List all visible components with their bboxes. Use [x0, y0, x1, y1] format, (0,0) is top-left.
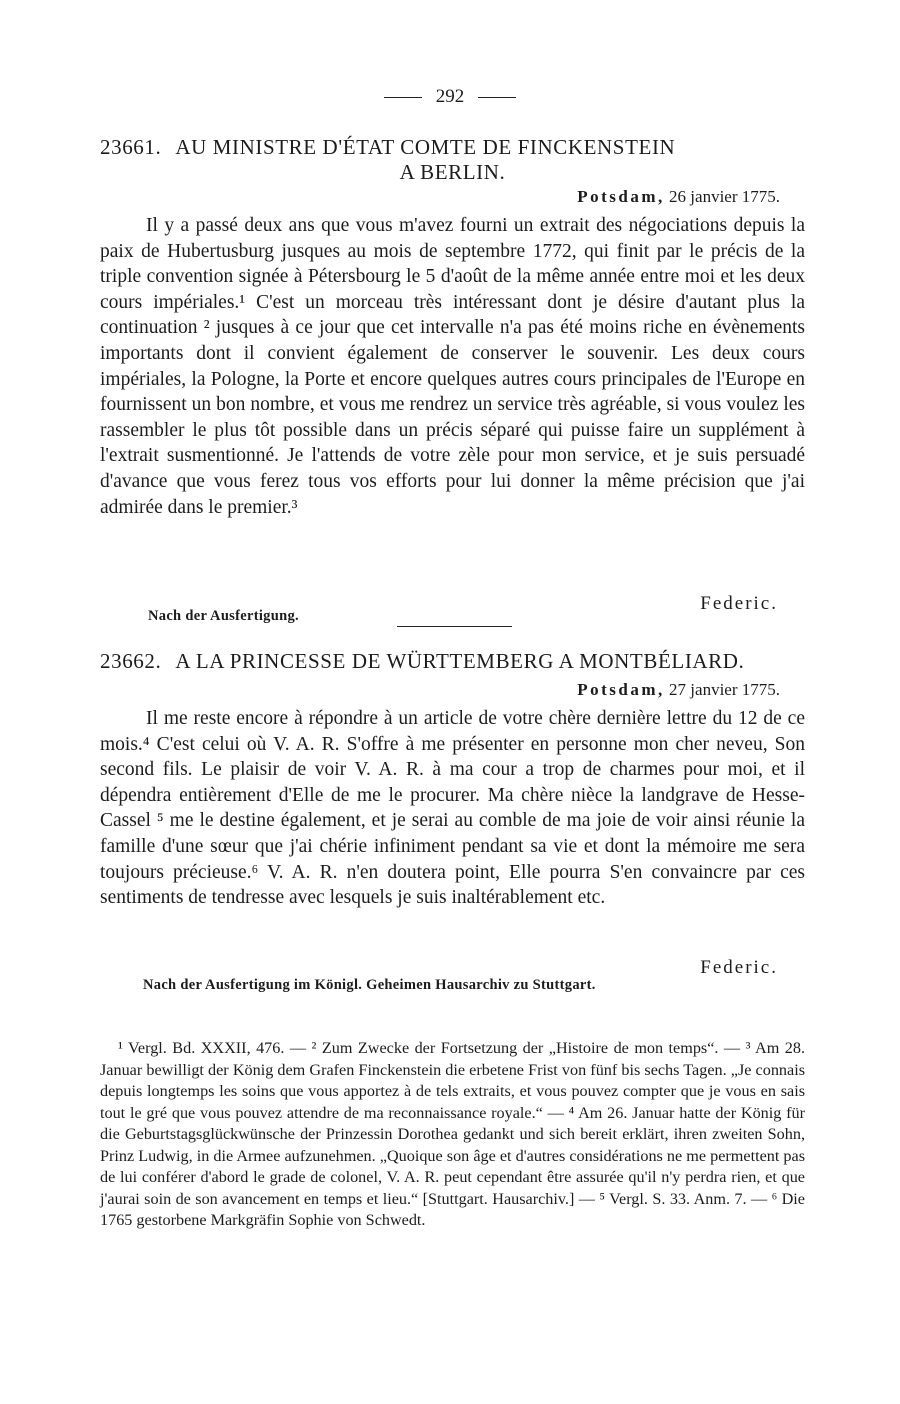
letter-source-note: Nach der Ausfertigung.	[148, 608, 299, 624]
page-number-text: 292	[435, 86, 465, 107]
letter-dateline	[577, 187, 780, 207]
page-number-rule-left	[384, 97, 422, 98]
letter-number: 23662.	[100, 649, 162, 673]
letter-heading-title: AU MINISTRE D'ÉTAT COMTE DE FINCKENSTEIN	[175, 135, 676, 159]
letter-heading-title: A LA PRINCESSE DE WÜRTTEMBERG A MONTBÉLIARD.	[175, 649, 745, 673]
letter-date: 26 janvier 1775.	[669, 187, 780, 206]
letter-heading-title-cont: A BERLIN.	[399, 160, 506, 184]
letter-place: Potsdam,	[577, 187, 665, 206]
letter-heading	[100, 135, 805, 185]
footnotes-text: ¹ Vergl. Bd. XXXII, 476. — ² Zum Zwecke der Fortsetzung der „Histoire de mon temps“. — ³ Am 28. Januar bewilligt der König dem Grafen Finckenstein die erbetene Frist von fünf bis sechs Tagen. „Je connais depuis longtemps les soins que vous apportez à de tels extraits, et vous pouvez compter que je vous en sais tout le gré que vous pouvez attendre de ma reconnaissance royale.“ — ⁴ Am 26. Januar hatte der König für die Geburtstagsglückwünsche der Prinzessin Dorothea gedankt und sich bereit erklärt, ihren zweiten Sohn, Prinz Ludwig, in die Armee aufzunehmen. „Quoique son âge et d'autres considérations ne me permettent pas de lui conférer d'abord le grade de colonel, V. A. R. peut cependant être assurée qu'il n'y perdra rien, et que j'aurai soin de son avancement en temps et lieu.“ [Stuttgart. Hausarchiv.] — ⁵ Vergl. S. 33. Anm. 7. — ⁶ Die 1765 gestorbene Markgräfin Sophie von Schwedt.	[100, 1039, 805, 1229]
footnotes	[100, 1038, 805, 1232]
letter-place: Potsdam,	[577, 680, 665, 699]
page-number	[0, 86, 900, 108]
page-number-rule-right	[478, 97, 516, 98]
letter-separator	[397, 626, 512, 627]
letter-body-text: Il me reste encore à répondre à un article de votre chère dernière lettre du 12 de ce mois.⁴ C'est celui où V. A. R. S'offre à me présenter en personne mon cher neveu, Son second fils. Le plaisir de voir V. A. R. à ma cour a trop de charmes pour moi, et il dépendra entièrement d'Elle de me le procurer. Ma chère nièce la landgrave de Hesse-Cassel ⁵ me le destine également, et je serai au comble de ma joie de voir ainsi réunie la famille d'une sœur que j'ai chérie infiniment pendant sa vie et dont la mémoire me sera toujours précieuse.⁶ V. A. R. n'en doutera point, Elle pourra S'en convaincre par ces sentiments de tendresse avec lesquels je suis inaltérablement etc.	[100, 708, 805, 909]
letter-body	[100, 706, 805, 911]
letter-date: 27 janvier 1775.	[669, 680, 780, 699]
letter-body	[100, 213, 805, 520]
letter-heading	[100, 649, 805, 674]
letter-number: 23661.	[100, 135, 162, 159]
letter-signature: Federic.	[700, 593, 778, 614]
letter-signature: Federic.	[700, 957, 778, 978]
letter-source-note: Nach der Ausfertigung im Königl. Geheimen Hausarchiv zu Stuttgart.	[143, 977, 596, 993]
letter-dateline	[577, 680, 780, 700]
letter-body-text: Il y a passé deux ans que vous m'avez fourni un extrait des négociations depuis la paix de Hubertusburg jusques au mois de septembre 1772, qui finit par le précis de la triple convention signée à Pétersbourg le 5 d'août de la même année entre moi et les deux cours impériales.¹ C'est un morceau très intéressant dont je désire d'autant plus la continuation ² jusques à ce jour que cet intervalle n'a pas été moins riche en évènements importants dont il convient également de conserver le souvenir. Les deux cours impériales, la Pologne, la Porte et encore quelques autres cours principales de l'Europe en fournissent un bon nombre, et vous me rendrez un service très agréable, si vous voulez les rassembler le plus tôt possible dans un précis séparé qui puisse faire un supplément à l'extrait susmentionné. Je l'attends de votre zèle pour mon service, et je suis persuadé d'avance que vous ferez tous vos efforts pour lui donner la même précision que j'ai admirée dans le premier.³	[100, 215, 805, 518]
